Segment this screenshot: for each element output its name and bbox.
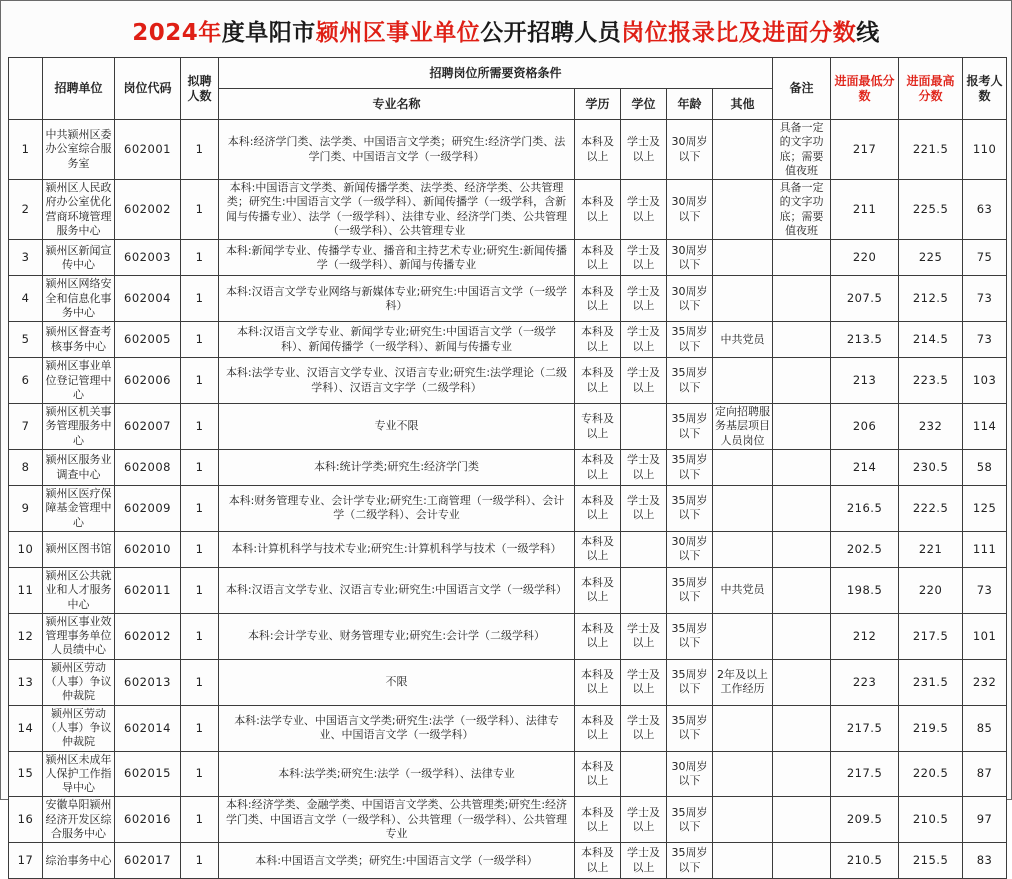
code-cell: 602009	[115, 486, 181, 532]
other-cell: 定向招聘服务基层项目人员岗位	[713, 404, 773, 450]
row-number-cell: 3	[9, 240, 43, 276]
max-score-cell: 232	[899, 404, 963, 450]
applicants-cell: 114	[963, 404, 1007, 450]
education-cell: 本科及以上	[575, 843, 621, 879]
min-score-cell: 206	[831, 404, 899, 450]
table-body	[9, 120, 1007, 879]
education-cell: 本科及以上	[575, 180, 621, 240]
applicants-cell: 73	[963, 276, 1007, 322]
remark-cell	[773, 531, 831, 567]
age-cell: 35周岁以下	[667, 322, 713, 358]
remark-cell	[773, 705, 831, 751]
degree-cell	[621, 567, 667, 613]
applicants-cell: 103	[963, 358, 1007, 404]
age-cell: 30周岁以下	[667, 276, 713, 322]
major-cell: 本科:经济学门类、法学类、中国语言文学类；研究生:经济学门类、法学门类、中国语言文学（一级学科）	[219, 120, 575, 180]
min-score-cell: 207.5	[831, 276, 899, 322]
major-cell: 本科:会计学专业、财务管理专业;研究生:会计学（二级学科）	[219, 613, 575, 659]
remark-cell	[773, 486, 831, 532]
min-score-cell: 217.5	[831, 705, 899, 751]
min-score-cell: 202.5	[831, 531, 899, 567]
row-number-cell: 15	[9, 751, 43, 797]
recruitment-table	[8, 57, 1007, 879]
hires-cell: 1	[181, 322, 219, 358]
age-cell: 30周岁以下	[667, 751, 713, 797]
applicants-cell: 101	[963, 613, 1007, 659]
min-score-cell: 213.5	[831, 322, 899, 358]
hires-cell: 1	[181, 705, 219, 751]
applicants-cell: 111	[963, 531, 1007, 567]
remark-cell	[773, 797, 831, 843]
degree-cell: 学士及以上	[621, 705, 667, 751]
row-number-cell: 17	[9, 843, 43, 879]
max-score-cell: 220	[899, 567, 963, 613]
remark-cell	[773, 567, 831, 613]
header-code: 岗位代码	[115, 58, 181, 120]
header-other: 其他	[713, 89, 773, 120]
age-cell: 30周岁以下	[667, 180, 713, 240]
min-score-cell: 209.5	[831, 797, 899, 843]
hires-cell: 1	[181, 531, 219, 567]
table-row	[9, 705, 1007, 751]
other-cell	[713, 843, 773, 879]
remark-cell	[773, 751, 831, 797]
applicants-cell: 232	[963, 659, 1007, 705]
table-row	[9, 404, 1007, 450]
table-row	[9, 751, 1007, 797]
code-cell: 602013	[115, 659, 181, 705]
unit-cell: 颍州区劳动（人事）争议仲裁院	[43, 659, 115, 705]
table-row	[9, 180, 1007, 240]
degree-cell: 学士及以上	[621, 613, 667, 659]
page-title	[8, 1, 1004, 57]
hires-cell: 1	[181, 751, 219, 797]
max-score-cell: 225	[899, 240, 963, 276]
unit-cell: 颍州区人民政府办公室优化营商环境管理服务中心	[43, 180, 115, 240]
code-cell: 602008	[115, 450, 181, 486]
degree-cell	[621, 404, 667, 450]
degree-cell: 学士及以上	[621, 180, 667, 240]
table-row	[9, 613, 1007, 659]
table-row	[9, 486, 1007, 532]
education-cell: 本科及以上	[575, 659, 621, 705]
major-cell: 本科:法学类;研究生:法学（一级学科）、法律专业	[219, 751, 575, 797]
applicants-cell: 110	[963, 120, 1007, 180]
min-score-cell: 210.5	[831, 843, 899, 879]
other-cell: 中共党员	[713, 322, 773, 358]
header-major: 专业名称	[219, 89, 575, 120]
education-cell: 本科及以上	[575, 450, 621, 486]
unit-cell: 颍州区督查考核事务中心	[43, 322, 115, 358]
major-cell: 本科:汉语言文学专业、汉语言专业;研究生:中国语言文学（一级学科）	[219, 567, 575, 613]
header-age: 年龄	[667, 89, 713, 120]
row-number-cell: 13	[9, 659, 43, 705]
remark-cell	[773, 659, 831, 705]
degree-cell: 学士及以上	[621, 843, 667, 879]
education-cell: 专科及以上	[575, 404, 621, 450]
age-cell: 30周岁以下	[667, 531, 713, 567]
code-cell: 602010	[115, 531, 181, 567]
table-row	[9, 797, 1007, 843]
title-segment: 颍州区事业单位	[315, 20, 481, 46]
major-cell: 本科:统计学类;研究生:经济学门类	[219, 450, 575, 486]
education-cell: 本科及以上	[575, 322, 621, 358]
degree-cell: 学士及以上	[621, 322, 667, 358]
other-cell	[713, 531, 773, 567]
min-score-cell: 217.5	[831, 751, 899, 797]
unit-cell: 颍州区图书馆	[43, 531, 115, 567]
code-cell: 602014	[115, 705, 181, 751]
header-applicants: 报考人数	[963, 58, 1007, 120]
remark-cell	[773, 843, 831, 879]
remark-cell	[773, 240, 831, 276]
code-cell: 602004	[115, 276, 181, 322]
row-number-cell: 4	[9, 276, 43, 322]
header-hires: 拟聘人数	[181, 58, 219, 120]
age-cell: 35周岁以下	[667, 843, 713, 879]
remark-cell	[773, 358, 831, 404]
code-cell: 602012	[115, 613, 181, 659]
hires-cell: 1	[181, 613, 219, 659]
age-cell: 35周岁以下	[667, 613, 713, 659]
age-cell: 35周岁以下	[667, 450, 713, 486]
major-cell: 本科:新闻学专业、传播学专业、播音和主持艺术专业;研究生:新闻传播学（一级学科）、新闻与传播专业	[219, 240, 575, 276]
header-index	[9, 58, 43, 120]
other-cell: 中共党员	[713, 567, 773, 613]
remark-cell	[773, 276, 831, 322]
degree-cell: 学士及以上	[621, 659, 667, 705]
code-cell: 602017	[115, 843, 181, 879]
min-score-cell: 220	[831, 240, 899, 276]
unit-cell: 颍州区机关事务管理服务中心	[43, 404, 115, 450]
row-number-cell: 16	[9, 797, 43, 843]
education-cell: 本科及以上	[575, 751, 621, 797]
code-cell: 602007	[115, 404, 181, 450]
degree-cell: 学士及以上	[621, 120, 667, 180]
min-score-cell: 212	[831, 613, 899, 659]
education-cell: 本科及以上	[575, 705, 621, 751]
table-row	[9, 843, 1007, 879]
unit-cell: 综治事务中心	[43, 843, 115, 879]
row-number-cell: 11	[9, 567, 43, 613]
major-cell: 本科:法学专业、汉语言文学专业、汉语言专业;研究生:法学理论（二级学科）、汉语言文字学（二级学科）	[219, 358, 575, 404]
education-cell: 本科及以上	[575, 240, 621, 276]
table-row	[9, 240, 1007, 276]
code-cell: 602002	[115, 180, 181, 240]
other-cell	[713, 751, 773, 797]
hires-cell: 1	[181, 404, 219, 450]
max-score-cell: 212.5	[899, 276, 963, 322]
degree-cell	[621, 751, 667, 797]
age-cell: 35周岁以下	[667, 659, 713, 705]
unit-cell: 颍州区事业效管理事务单位人员绩中心	[43, 613, 115, 659]
hires-cell: 1	[181, 120, 219, 180]
code-cell: 602015	[115, 751, 181, 797]
age-cell: 35周岁以下	[667, 705, 713, 751]
row-number-cell: 1	[9, 120, 43, 180]
other-cell	[713, 797, 773, 843]
header-education: 学历	[575, 89, 621, 120]
table-row	[9, 531, 1007, 567]
table-row	[9, 358, 1007, 404]
max-score-cell: 217.5	[899, 613, 963, 659]
degree-cell: 学士及以上	[621, 358, 667, 404]
remark-cell	[773, 450, 831, 486]
hires-cell: 1	[181, 486, 219, 532]
min-score-cell: 214	[831, 450, 899, 486]
row-number-cell: 14	[9, 705, 43, 751]
max-score-cell: 225.5	[899, 180, 963, 240]
hires-cell: 1	[181, 567, 219, 613]
row-number-cell: 6	[9, 358, 43, 404]
row-number-cell: 8	[9, 450, 43, 486]
title-segment: 公开招聘人员	[480, 20, 622, 46]
age-cell: 35周岁以下	[667, 486, 713, 532]
hires-cell: 1	[181, 276, 219, 322]
education-cell: 本科及以上	[575, 486, 621, 532]
max-score-cell: 222.5	[899, 486, 963, 532]
major-cell: 本科:计算机科学与技术专业;研究生:计算机科学与技术（一级学科）	[219, 531, 575, 567]
max-score-cell: 221.5	[899, 120, 963, 180]
max-score-cell: 220.5	[899, 751, 963, 797]
applicants-cell: 125	[963, 486, 1007, 532]
remark-cell	[773, 613, 831, 659]
title-segment: 岗位报录比及进面分数	[621, 20, 857, 46]
other-cell	[713, 705, 773, 751]
row-number-cell: 7	[9, 404, 43, 450]
title-segment: 2024年	[132, 20, 222, 46]
remark-cell: 具备一定的文字功底；需要值夜班	[773, 120, 831, 180]
unit-cell: 颍州区劳动（人事）争议仲裁院	[43, 705, 115, 751]
applicants-cell: 85	[963, 705, 1007, 751]
unit-cell: 颍州区医疗保障基金管理中心	[43, 486, 115, 532]
max-score-cell: 231.5	[899, 659, 963, 705]
header-min-score: 进面最低分数	[831, 58, 899, 120]
age-cell: 35周岁以下	[667, 358, 713, 404]
major-cell: 本科:汉语言文学专业、新闻学专业;研究生:中国语言文学（一级学科）、新闻传播学（一级学科）、新闻与传播专业	[219, 322, 575, 358]
table-row	[9, 659, 1007, 705]
other-cell	[713, 120, 773, 180]
row-number-cell: 10	[9, 531, 43, 567]
code-cell: 602006	[115, 358, 181, 404]
major-cell: 本科:财务管理专业、会计学专业;研究生:工商管理（一级学科）、会计学（二级学科）、会计专业	[219, 486, 575, 532]
remark-cell	[773, 404, 831, 450]
education-cell: 本科及以上	[575, 567, 621, 613]
header-remark: 备注	[773, 58, 831, 120]
other-cell	[713, 613, 773, 659]
major-cell: 本科:中国语言文学类；研究生:中国语言文学（一级学科）	[219, 843, 575, 879]
hires-cell: 1	[181, 797, 219, 843]
remark-cell	[773, 322, 831, 358]
unit-cell: 颍州区未成年人保护工作指导中心	[43, 751, 115, 797]
title-segment: 线	[856, 20, 880, 46]
header-degree: 学位	[621, 89, 667, 120]
table-row	[9, 450, 1007, 486]
min-score-cell: 211	[831, 180, 899, 240]
table-row	[9, 567, 1007, 613]
major-cell: 不限	[219, 659, 575, 705]
age-cell: 30周岁以下	[667, 240, 713, 276]
max-score-cell: 215.5	[899, 843, 963, 879]
table-row	[9, 322, 1007, 358]
applicants-cell: 87	[963, 751, 1007, 797]
education-cell: 本科及以上	[575, 797, 621, 843]
applicants-cell: 73	[963, 322, 1007, 358]
table-header	[9, 58, 1007, 120]
unit-cell: 颍州区服务业调查中心	[43, 450, 115, 486]
max-score-cell: 223.5	[899, 358, 963, 404]
education-cell: 本科及以上	[575, 613, 621, 659]
max-score-cell: 230.5	[899, 450, 963, 486]
code-cell: 602011	[115, 567, 181, 613]
max-score-cell: 221	[899, 531, 963, 567]
hires-cell: 1	[181, 358, 219, 404]
min-score-cell: 223	[831, 659, 899, 705]
hires-cell: 1	[181, 659, 219, 705]
major-cell: 本科:中国语言文学类、新闻传播学类、法学类、经济学类、公共管理类；研究生:中国语言文学（一级学科）、新闻传播学（一级学科，含新闻与传播专业）、法学（一级学科）、法律专业、经济学门类、公共管理（一级学科）、公共管理专业	[219, 180, 575, 240]
unit-cell: 颍州区公共就业和人才服务中心	[43, 567, 115, 613]
degree-cell: 学士及以上	[621, 486, 667, 532]
min-score-cell: 198.5	[831, 567, 899, 613]
row-number-cell: 5	[9, 322, 43, 358]
code-cell: 602003	[115, 240, 181, 276]
unit-cell: 颍州区新闻宣传中心	[43, 240, 115, 276]
degree-cell: 学士及以上	[621, 450, 667, 486]
row-number-cell: 12	[9, 613, 43, 659]
degree-cell: 学士及以上	[621, 276, 667, 322]
education-cell: 本科及以上	[575, 120, 621, 180]
education-cell: 本科及以上	[575, 358, 621, 404]
major-cell: 专业不限	[219, 404, 575, 450]
degree-cell: 学士及以上	[621, 797, 667, 843]
table-row	[9, 120, 1007, 180]
unit-cell: 颍州区事业单位登记管理中心	[43, 358, 115, 404]
code-cell: 602001	[115, 120, 181, 180]
applicants-cell: 58	[963, 450, 1007, 486]
title-segment: 度阜阳市	[221, 20, 316, 46]
row-number-cell: 2	[9, 180, 43, 240]
unit-cell: 中共颍州区委办公室综合服务室	[43, 120, 115, 180]
age-cell: 30周岁以下	[667, 120, 713, 180]
min-score-cell: 217	[831, 120, 899, 180]
unit-cell: 颍州区网络安全和信息化事务中心	[43, 276, 115, 322]
hires-cell: 1	[181, 240, 219, 276]
hires-cell: 1	[181, 180, 219, 240]
age-cell: 35周岁以下	[667, 404, 713, 450]
hires-cell: 1	[181, 843, 219, 879]
age-cell: 35周岁以下	[667, 797, 713, 843]
major-cell: 本科:经济学类、金融学类、中国语言文学类、公共管理类;研究生:经济学门类、中国语言文学（一级学科）、公共管理（一级学科）、公共管理专业	[219, 797, 575, 843]
education-cell: 本科及以上	[575, 531, 621, 567]
degree-cell: 学士及以上	[621, 240, 667, 276]
min-score-cell: 216.5	[831, 486, 899, 532]
applicants-cell: 73	[963, 567, 1007, 613]
other-cell	[713, 486, 773, 532]
remark-cell: 具备一定的文字功底；需要值夜班	[773, 180, 831, 240]
code-cell: 602005	[115, 322, 181, 358]
applicants-cell: 83	[963, 843, 1007, 879]
max-score-cell: 219.5	[899, 705, 963, 751]
code-cell: 602016	[115, 797, 181, 843]
age-cell: 35周岁以下	[667, 567, 713, 613]
header-qualifications: 招聘岗位所需要资格条件	[219, 58, 773, 89]
degree-cell	[621, 531, 667, 567]
other-cell: 2年及以上工作经历	[713, 659, 773, 705]
header-max-score: 进面最高分数	[899, 58, 963, 120]
row-number-cell: 9	[9, 486, 43, 532]
header-unit: 招聘单位	[43, 58, 115, 120]
hires-cell: 1	[181, 450, 219, 486]
max-score-cell: 210.5	[899, 797, 963, 843]
other-cell	[713, 240, 773, 276]
education-cell: 本科及以上	[575, 276, 621, 322]
major-cell: 本科:汉语言文学专业网络与新媒体专业;研究生:中国语言文学（一级学科）	[219, 276, 575, 322]
unit-cell: 安徽阜阳颍州经济开发区综合服务中心	[43, 797, 115, 843]
other-cell	[713, 450, 773, 486]
table-row	[9, 276, 1007, 322]
other-cell	[713, 180, 773, 240]
applicants-cell: 75	[963, 240, 1007, 276]
max-score-cell: 214.5	[899, 322, 963, 358]
major-cell: 本科:法学专业、中国语言文学类;研究生:法学（一级学科）、法律专业、中国语言文学（一级学科）	[219, 705, 575, 751]
min-score-cell: 213	[831, 358, 899, 404]
applicants-cell: 97	[963, 797, 1007, 843]
other-cell	[713, 276, 773, 322]
other-cell	[713, 358, 773, 404]
applicants-cell: 63	[963, 180, 1007, 240]
